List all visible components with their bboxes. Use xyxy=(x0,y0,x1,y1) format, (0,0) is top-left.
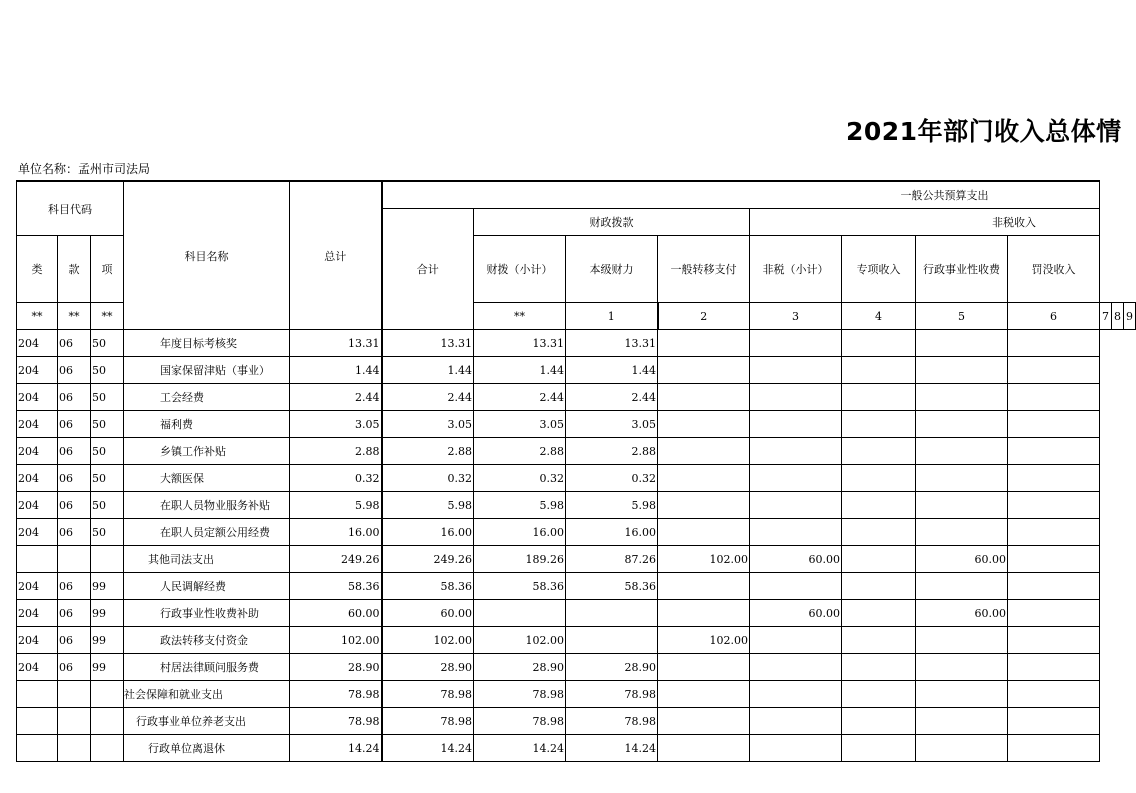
cell-class: 204 xyxy=(17,492,58,519)
cell-subject-name: 福利费 xyxy=(124,411,290,438)
cell-section: 06 xyxy=(58,438,91,465)
cell-admin-fees xyxy=(916,438,1008,465)
cell-section: 06 xyxy=(58,600,91,627)
cell-local-financial: 78.98 xyxy=(566,708,658,735)
cell-section: 06 xyxy=(58,519,91,546)
cell-total: 3.05 xyxy=(290,411,382,438)
cell-special-income xyxy=(842,546,916,573)
cell-confiscation xyxy=(1008,438,1100,465)
cell-non-tax-subtotal: 60.00 xyxy=(750,546,842,573)
cell-subject-name: 国家保留津贴（事业） xyxy=(124,357,290,384)
cell-admin-fees xyxy=(916,735,1008,762)
cell-sum: 249.26 xyxy=(382,546,474,573)
cell-section xyxy=(58,708,91,735)
cell-special-income xyxy=(842,573,916,600)
col-num-9: 9 xyxy=(1124,303,1136,330)
cell-general-transfer xyxy=(658,735,750,762)
cell-subject-name: 大额医保 xyxy=(124,465,290,492)
cell-admin-fees xyxy=(916,492,1008,519)
cell-general-transfer: 102.00 xyxy=(658,627,750,654)
cell-local-financial: 3.05 xyxy=(566,411,658,438)
cell-item: 50 xyxy=(91,384,124,411)
col-num-5: 5 xyxy=(916,303,1008,330)
header-fiscal-allocation: 财政拨款 xyxy=(474,209,750,236)
cell-non-tax-subtotal xyxy=(750,465,842,492)
cell-non-tax-subtotal: 60.00 xyxy=(750,600,842,627)
col-num-6: 6 xyxy=(1008,303,1100,330)
cell-section: 06 xyxy=(58,357,91,384)
cell-fiscal-subtotal: 28.90 xyxy=(474,654,566,681)
cell-total: 16.00 xyxy=(290,519,382,546)
cell-confiscation xyxy=(1008,519,1100,546)
cell-general-transfer xyxy=(658,681,750,708)
cell-admin-fees xyxy=(916,627,1008,654)
cell-fiscal-subtotal: 16.00 xyxy=(474,519,566,546)
header-general-budget: 一般公共预算支出 xyxy=(382,181,1100,209)
table-row xyxy=(17,330,1136,357)
cell-class: 204 xyxy=(17,573,58,600)
cell-item xyxy=(91,681,124,708)
cell-class xyxy=(17,681,58,708)
header-subject-code: 科目代码 xyxy=(17,181,124,236)
cell-section: 06 xyxy=(58,411,91,438)
col-num-1: 1 xyxy=(566,303,658,330)
cell-local-financial: 87.26 xyxy=(566,546,658,573)
cell-fiscal-subtotal: 78.98 xyxy=(474,708,566,735)
cell-fiscal-subtotal: 3.05 xyxy=(474,411,566,438)
cell-special-income xyxy=(842,681,916,708)
cell-admin-fees xyxy=(916,357,1008,384)
cell-local-financial: 0.32 xyxy=(566,465,658,492)
cell-local-financial: 1.44 xyxy=(566,357,658,384)
cell-sum: 0.32 xyxy=(382,465,474,492)
cell-total: 5.98 xyxy=(290,492,382,519)
cell-item: 50 xyxy=(91,357,124,384)
cell-non-tax-subtotal xyxy=(750,438,842,465)
cell-subject-name: 在职人员定额公用经费 xyxy=(124,519,290,546)
cell-special-income xyxy=(842,600,916,627)
cell-confiscation xyxy=(1008,384,1100,411)
cell-fiscal-subtotal xyxy=(474,600,566,627)
cell-admin-fees xyxy=(916,708,1008,735)
header-subject-name: 科目名称 xyxy=(124,181,290,330)
cell-class: 204 xyxy=(17,438,58,465)
cell-sum: 5.98 xyxy=(382,492,474,519)
cell-class: 204 xyxy=(17,654,58,681)
cell-local-financial: 14.24 xyxy=(566,735,658,762)
cell-sum: 102.00 xyxy=(382,627,474,654)
header-non-tax-subtotal: 非税（小计） xyxy=(750,236,842,303)
cell-total: 78.98 xyxy=(290,708,382,735)
cell-non-tax-subtotal xyxy=(750,735,842,762)
cell-section: 06 xyxy=(58,330,91,357)
header-sum: 合计 xyxy=(382,209,474,330)
cell-sum: 16.00 xyxy=(382,519,474,546)
cell-item: 99 xyxy=(91,573,124,600)
cell-special-income xyxy=(842,708,916,735)
cell-subject-name: 行政事业单位养老支出 xyxy=(124,708,290,735)
cell-subject-name: 社会保障和就业支出 xyxy=(124,681,290,708)
cell-sum: 58.36 xyxy=(382,573,474,600)
cell-general-transfer xyxy=(658,492,750,519)
cell-special-income xyxy=(842,519,916,546)
cell-admin-fees xyxy=(916,330,1008,357)
cell-total: 2.88 xyxy=(290,438,382,465)
cell-class xyxy=(17,708,58,735)
cell-total: 0.32 xyxy=(290,465,382,492)
cell-section: 06 xyxy=(58,654,91,681)
table-row xyxy=(17,546,1136,573)
cell-subject-name: 行政单位离退休 xyxy=(124,735,290,762)
cell-subject-name: 年度目标考核奖 xyxy=(124,330,290,357)
cell-class: 204 xyxy=(17,330,58,357)
cell-local-financial: 58.36 xyxy=(566,573,658,600)
cell-local-financial xyxy=(566,600,658,627)
budget-table-container xyxy=(16,180,1133,770)
cell-fiscal-subtotal: 189.26 xyxy=(474,546,566,573)
cell-total: 1.44 xyxy=(290,357,382,384)
cell-item: 50 xyxy=(91,492,124,519)
cell-fiscal-subtotal: 102.00 xyxy=(474,627,566,654)
cell-admin-fees xyxy=(916,519,1008,546)
cell-total: 249.26 xyxy=(290,546,382,573)
cell-section xyxy=(58,546,91,573)
cell-section xyxy=(58,681,91,708)
table-row xyxy=(17,627,1136,654)
cell-general-transfer xyxy=(658,654,750,681)
cell-class: 204 xyxy=(17,600,58,627)
cell-general-transfer xyxy=(658,708,750,735)
table-row xyxy=(17,600,1136,627)
cell-sum: 13.31 xyxy=(382,330,474,357)
cell-subject-name: 村居法律顾问服务费 xyxy=(124,654,290,681)
table-row xyxy=(17,465,1136,492)
cell-section: 06 xyxy=(58,384,91,411)
cell-class: 204 xyxy=(17,519,58,546)
cell-total: 58.36 xyxy=(290,573,382,600)
header-section: 款 xyxy=(58,236,91,303)
cell-confiscation xyxy=(1008,465,1100,492)
cell-non-tax-subtotal xyxy=(750,681,842,708)
cell-special-income xyxy=(842,492,916,519)
cell-item xyxy=(91,546,124,573)
cell-sum: 14.24 xyxy=(382,735,474,762)
cell-admin-fees: 60.00 xyxy=(916,546,1008,573)
table-row xyxy=(17,357,1136,384)
header-admin-fees: 行政事业性收费 xyxy=(916,236,1008,303)
cell-admin-fees xyxy=(916,384,1008,411)
cell-local-financial: 16.00 xyxy=(566,519,658,546)
cell-non-tax-subtotal xyxy=(750,384,842,411)
cell-item: 99 xyxy=(91,627,124,654)
cell-class: 204 xyxy=(17,627,58,654)
cell-subject-name: 人民调解经费 xyxy=(124,573,290,600)
cell-general-transfer xyxy=(658,384,750,411)
cell-general-transfer xyxy=(658,573,750,600)
cell-general-transfer xyxy=(658,519,750,546)
cell-non-tax-subtotal xyxy=(750,411,842,438)
cell-special-income xyxy=(842,627,916,654)
table-row xyxy=(17,735,1136,762)
cell-sum: 2.88 xyxy=(382,438,474,465)
cell-class: 204 xyxy=(17,357,58,384)
cell-sum: 28.90 xyxy=(382,654,474,681)
cell-item: 50 xyxy=(91,465,124,492)
cell-total: 28.90 xyxy=(290,654,382,681)
cell-sum: 78.98 xyxy=(382,681,474,708)
header-row-1 xyxy=(17,181,1136,209)
cell-non-tax-subtotal xyxy=(750,627,842,654)
cell-confiscation xyxy=(1008,654,1100,681)
cell-subject-name: 工会经费 xyxy=(124,384,290,411)
cell-local-financial: 13.31 xyxy=(566,330,658,357)
unit-name-label: 单位名称：孟州市司法局 xyxy=(18,162,151,176)
cell-non-tax-subtotal xyxy=(750,357,842,384)
cell-local-financial: 2.44 xyxy=(566,384,658,411)
col-num-3: 3 xyxy=(750,303,842,330)
stars-class: ** xyxy=(17,303,58,330)
cell-fiscal-subtotal: 5.98 xyxy=(474,492,566,519)
cell-special-income xyxy=(842,411,916,438)
cell-total: 78.98 xyxy=(290,681,382,708)
cell-local-financial: 5.98 xyxy=(566,492,658,519)
cell-general-transfer: 102.00 xyxy=(658,546,750,573)
cell-section xyxy=(58,735,91,762)
cell-confiscation xyxy=(1008,573,1100,600)
cell-class: 204 xyxy=(17,465,58,492)
cell-item: 50 xyxy=(91,330,124,357)
cell-class: 204 xyxy=(17,411,58,438)
cell-sum: 2.44 xyxy=(382,384,474,411)
stars-name: ** xyxy=(474,303,566,330)
stars-section: ** xyxy=(58,303,91,330)
cell-item: 50 xyxy=(91,519,124,546)
cell-non-tax-subtotal xyxy=(750,573,842,600)
header-general-transfer: 一般转移支付 xyxy=(658,236,750,303)
cell-fiscal-subtotal: 13.31 xyxy=(474,330,566,357)
cell-class xyxy=(17,546,58,573)
table-row xyxy=(17,573,1136,600)
cell-sum: 60.00 xyxy=(382,600,474,627)
cell-subject-name: 行政事业性收费补助 xyxy=(124,600,290,627)
budget-table xyxy=(16,180,1136,762)
header-fiscal-subtotal: 财拨（小计） xyxy=(474,236,566,303)
cell-admin-fees xyxy=(916,681,1008,708)
cell-confiscation xyxy=(1008,600,1100,627)
cell-admin-fees xyxy=(916,465,1008,492)
cell-class xyxy=(17,735,58,762)
cell-item: 50 xyxy=(91,438,124,465)
cell-special-income xyxy=(842,357,916,384)
cell-confiscation xyxy=(1008,330,1100,357)
cell-item: 50 xyxy=(91,411,124,438)
header-total: 总计 xyxy=(290,181,382,330)
table-row xyxy=(17,519,1136,546)
cell-fiscal-subtotal: 0.32 xyxy=(474,465,566,492)
cell-special-income xyxy=(842,465,916,492)
cell-confiscation xyxy=(1008,357,1100,384)
cell-local-financial: 28.90 xyxy=(566,654,658,681)
col-num-8: 8 xyxy=(1112,303,1124,330)
cell-general-transfer xyxy=(658,465,750,492)
header-special-income: 专项收入 xyxy=(842,236,916,303)
cell-general-transfer xyxy=(658,600,750,627)
table-row xyxy=(17,681,1136,708)
cell-total: 102.00 xyxy=(290,627,382,654)
cell-special-income xyxy=(842,654,916,681)
cell-confiscation xyxy=(1008,492,1100,519)
header-class: 类 xyxy=(17,236,58,303)
cell-subject-name: 乡镇工作补贴 xyxy=(124,438,290,465)
table-row xyxy=(17,384,1136,411)
cell-total: 13.31 xyxy=(290,330,382,357)
cell-confiscation xyxy=(1008,411,1100,438)
cell-general-transfer xyxy=(658,438,750,465)
col-num-2: 2 xyxy=(658,303,750,330)
cell-fiscal-subtotal: 78.98 xyxy=(474,681,566,708)
cell-total: 60.00 xyxy=(290,600,382,627)
table-row xyxy=(17,438,1136,465)
cell-section: 06 xyxy=(58,573,91,600)
cell-confiscation xyxy=(1008,681,1100,708)
cell-confiscation xyxy=(1008,627,1100,654)
cell-non-tax-subtotal xyxy=(750,654,842,681)
cell-total: 2.44 xyxy=(290,384,382,411)
cell-sum: 78.98 xyxy=(382,708,474,735)
cell-special-income xyxy=(842,438,916,465)
table-row xyxy=(17,411,1136,438)
col-num-4: 4 xyxy=(842,303,916,330)
cell-item: 99 xyxy=(91,600,124,627)
cell-item xyxy=(91,735,124,762)
cell-confiscation xyxy=(1008,546,1100,573)
cell-special-income xyxy=(842,330,916,357)
cell-total: 14.24 xyxy=(290,735,382,762)
cell-item xyxy=(91,708,124,735)
header-item: 项 xyxy=(91,236,124,303)
cell-local-financial: 78.98 xyxy=(566,681,658,708)
page-title: 2021年部门收入总体情 xyxy=(846,117,1122,146)
cell-admin-fees xyxy=(916,573,1008,600)
stars-item: ** xyxy=(91,303,124,330)
cell-class: 204 xyxy=(17,384,58,411)
cell-section: 06 xyxy=(58,492,91,519)
cell-special-income xyxy=(842,384,916,411)
cell-sum: 3.05 xyxy=(382,411,474,438)
cell-fiscal-subtotal: 1.44 xyxy=(474,357,566,384)
header-non-tax-income: 非税收入 xyxy=(750,209,1100,236)
cell-fiscal-subtotal: 58.36 xyxy=(474,573,566,600)
cell-non-tax-subtotal xyxy=(750,519,842,546)
cell-subject-name: 政法转移支付资金 xyxy=(124,627,290,654)
cell-non-tax-subtotal xyxy=(750,708,842,735)
cell-general-transfer xyxy=(658,411,750,438)
cell-local-financial: 2.88 xyxy=(566,438,658,465)
table-row xyxy=(17,492,1136,519)
cell-item: 99 xyxy=(91,654,124,681)
cell-section: 06 xyxy=(58,465,91,492)
cell-special-income xyxy=(842,735,916,762)
cell-admin-fees xyxy=(916,411,1008,438)
cell-admin-fees: 60.00 xyxy=(916,600,1008,627)
cell-sum: 1.44 xyxy=(382,357,474,384)
col-num-7: 7 xyxy=(1100,303,1112,330)
cell-confiscation xyxy=(1008,735,1100,762)
cell-subject-name: 在职人员物业服务补贴 xyxy=(124,492,290,519)
header-local-financial: 本级财力 xyxy=(566,236,658,303)
cell-admin-fees xyxy=(916,654,1008,681)
cell-section: 06 xyxy=(58,627,91,654)
cell-local-financial xyxy=(566,627,658,654)
cell-general-transfer xyxy=(658,357,750,384)
cell-subject-name: 其他司法支出 xyxy=(124,546,290,573)
cell-fiscal-subtotal: 2.44 xyxy=(474,384,566,411)
cell-fiscal-subtotal: 2.88 xyxy=(474,438,566,465)
cell-general-transfer xyxy=(658,330,750,357)
cell-non-tax-subtotal xyxy=(750,492,842,519)
header-confiscation: 罚没收入 xyxy=(1008,236,1100,303)
cell-confiscation xyxy=(1008,708,1100,735)
table-row xyxy=(17,654,1136,681)
cell-fiscal-subtotal: 14.24 xyxy=(474,735,566,762)
table-row xyxy=(17,708,1136,735)
cell-non-tax-subtotal xyxy=(750,330,842,357)
